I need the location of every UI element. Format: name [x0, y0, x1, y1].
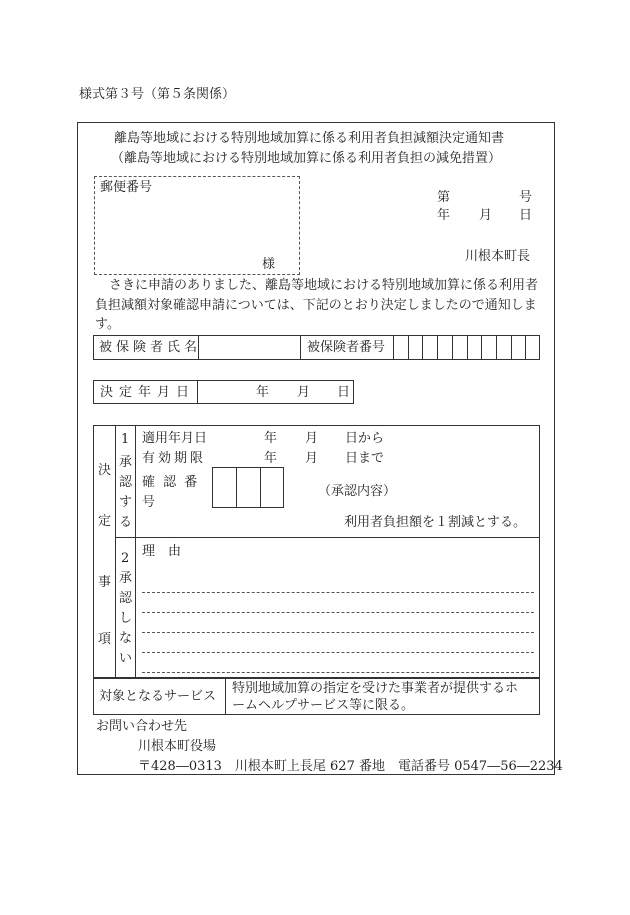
expiry-label: 有効期限: [142, 451, 207, 466]
contact-address: 〒428―0313 川根本町上長尾 627 番地 電話番号 0547―56―2234: [138, 759, 563, 774]
reason-line-5: [142, 672, 534, 673]
postal-code-label: 郵便番号: [100, 180, 153, 195]
approve-number: 1: [121, 432, 130, 447]
insured-number-cell-divider: [467, 335, 468, 360]
approve-char-3: す: [119, 495, 133, 510]
reason-line-1: [142, 592, 534, 593]
reason-label: 理 由: [142, 544, 182, 559]
start-month: 月: [305, 431, 319, 446]
decision-label-3: 事: [98, 575, 112, 590]
body-line-3: す。: [95, 317, 120, 332]
contact-heading: お問い合わせ先: [96, 719, 188, 734]
cert-number-label-1: 確 認 番: [142, 475, 200, 490]
start-date-label: 適用年月日: [142, 431, 208, 446]
reason-line-2: [142, 612, 534, 613]
document-title: 離島等地域における特別地域加算に係る利用者負担減額決定通知書: [114, 131, 505, 146]
insured-number-cell-divider: [437, 335, 438, 360]
reject-char-1: 承: [119, 571, 133, 586]
service-text-2: ームヘルプサービス等に限る。: [232, 698, 415, 713]
start-day: 日から: [345, 431, 385, 446]
document-subtitle: （離島等地域における特別地域加算に係る利用者負担の減免措置）: [111, 151, 502, 166]
decision-date-day: 日: [337, 385, 351, 400]
issuer-name: 川根本町長: [465, 249, 531, 264]
insured-number-cell-divider: [422, 335, 423, 360]
insured-number-cell-divider: [408, 335, 409, 360]
form-number: 様式第３号（第５条関係）: [79, 87, 236, 102]
insured-name-label: 被保険者氏名: [99, 340, 202, 355]
decision-label-4: 項: [98, 632, 112, 647]
reject-char-3: し: [119, 611, 133, 626]
approval-content-label: （承認内容）: [318, 484, 397, 499]
decision-label-2: 定: [98, 514, 112, 529]
body-line-2: 負担減額対象確認申請については、下記のとおり決定しましたので通知しま: [95, 298, 537, 313]
body-line-1: さきに申請のありました、離島等地域における特別地域加算に係る利用者: [109, 278, 539, 293]
decision-date-month: 月: [297, 385, 311, 400]
doc-number-go: 号: [519, 190, 533, 205]
doc-date-day: 日: [519, 208, 533, 223]
approve-char-2: 認: [119, 475, 133, 490]
insured-number-cell-divider: [481, 335, 482, 360]
insured-number-cell-divider: [496, 335, 497, 360]
decision-date-year: 年: [256, 385, 270, 400]
expiry-year: 年: [264, 451, 278, 466]
insured-number-cell-divider: [511, 335, 512, 360]
doc-date-year: 年: [437, 208, 451, 223]
reason-line-4: [142, 652, 534, 653]
expiry-day: 日まで: [345, 451, 385, 466]
decision-date-label: 決定年月日: [100, 385, 196, 400]
approve-char-1: 承: [119, 455, 133, 470]
decision-label-1: 決: [98, 463, 112, 478]
approval-content-text: 利用者負担額を１割減とする。: [344, 515, 527, 530]
doc-date-month: 月: [479, 208, 493, 223]
insured-number-label: 被保険者番号: [307, 340, 386, 355]
start-year: 年: [264, 431, 278, 446]
reject-char-4: な: [119, 631, 133, 646]
reject-number: 2: [121, 551, 130, 566]
service-label: 対象となるサービス: [99, 689, 217, 704]
cert-number-label-2: 号: [142, 495, 156, 510]
reject-char-5: い: [119, 651, 133, 666]
reason-line-3: [142, 632, 534, 633]
contact-office: 川根本町役場: [138, 739, 217, 754]
service-text-1: 特別地域加算の指定を受けた事業者が提供するホ: [232, 681, 519, 696]
reject-char-2: 認: [119, 591, 133, 606]
insured-number-cell-divider: [452, 335, 453, 360]
cert-number-boxes: [212, 467, 284, 508]
honorific-sama: 様: [262, 257, 276, 272]
approve-char-4: る: [119, 515, 133, 530]
insured-number-cell-divider: [525, 335, 526, 360]
expiry-month: 月: [305, 451, 319, 466]
doc-number-dai: 第: [437, 190, 451, 205]
